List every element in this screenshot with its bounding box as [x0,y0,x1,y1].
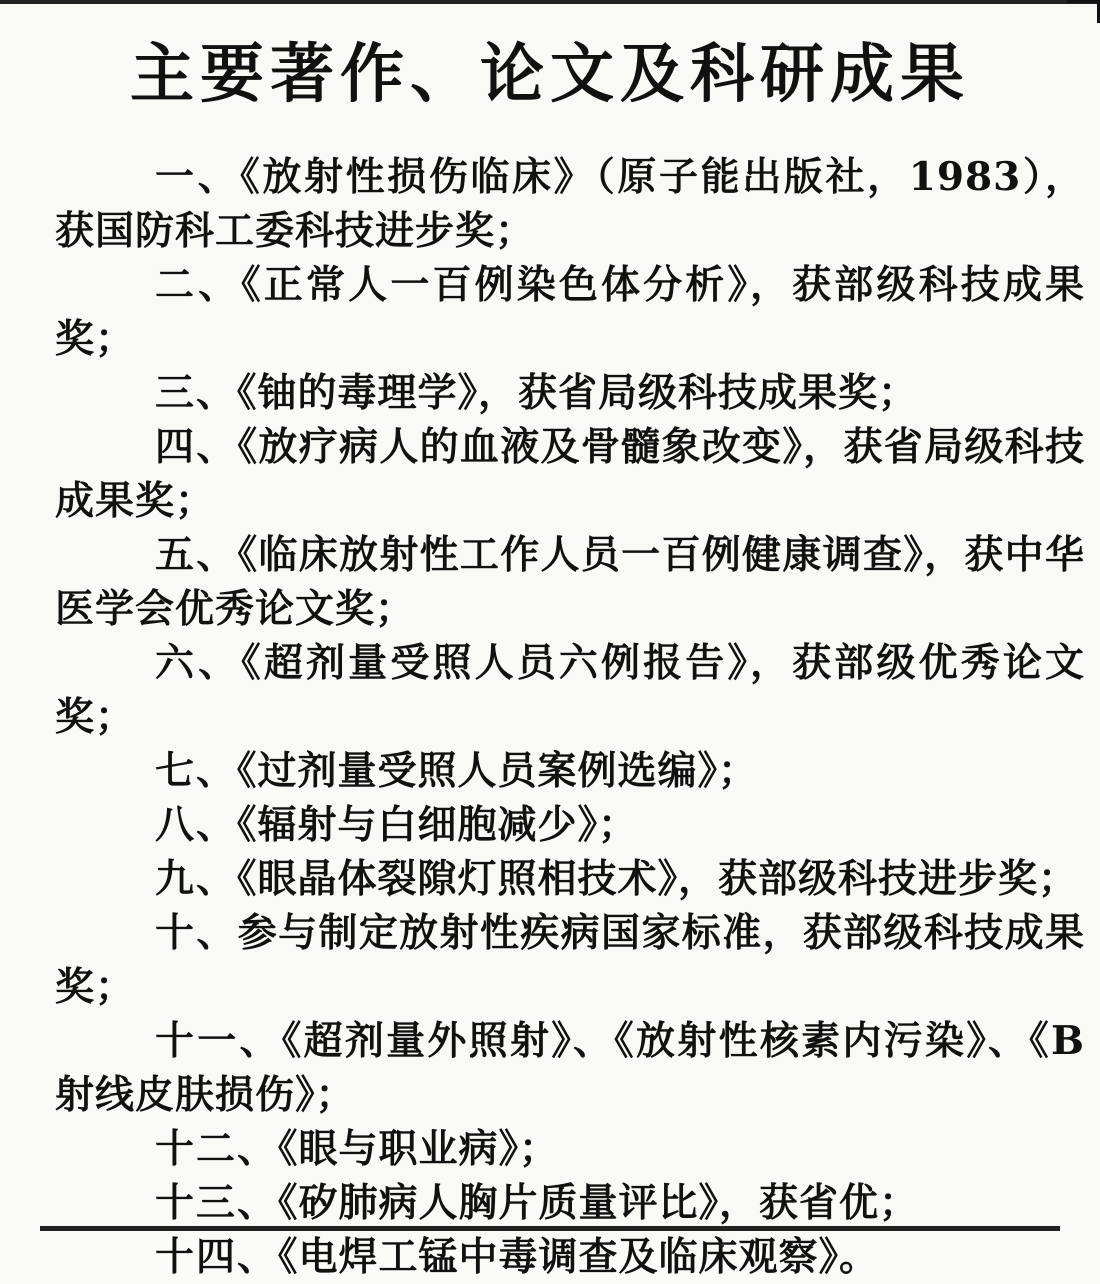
list-item [55,1230,1085,1284]
entry-label: 八、 [155,802,238,848]
entry-label: 四、 [155,424,238,470]
list-item [55,420,1085,528]
entry-text: 《过剂量受照人员案例选编》； [237,748,759,794]
list-item [55,798,1085,852]
entry-label: 二、 [155,262,242,308]
entry-text: 《眼晶体裂隙灯照相技术》，获部级科技进步奖； [237,856,1079,902]
entry-text: 《铀的毒理学》，获省局级科技成果奖； [237,370,919,416]
bottom-rule [40,1226,1060,1231]
entry-label: 十四、 [155,1234,279,1280]
corner-mark [1067,0,1100,23]
entry-label: 七、 [155,748,238,794]
list-item [55,636,1085,744]
list-item [55,1176,1085,1230]
entry-label: 六、 [155,640,242,686]
entry-text: 《临床放射性工作人员一百例健康调查》，获中华医学会优秀论文奖； [55,532,1085,632]
entry-label: 十、 [155,910,238,956]
page-title: 主要著作、论文及科研成果 [130,37,970,112]
entry-label: 九、 [155,856,238,902]
entry-text: 《正常人一百例染色体分析》，获部级科技成果奖； [55,262,1085,362]
entry-label: 十一、 [155,1018,282,1064]
list-item [55,258,1085,366]
top-rule [0,0,1100,4]
list-item [55,906,1085,1014]
entry-text: 《辐射与白细胞减少》； [237,802,639,848]
entry-text: 《放疗病人的血液及骨髓象改变》，获省局级科技成果奖； [55,424,1085,524]
list-item [55,528,1085,636]
list-item [55,150,1085,258]
entry-label: 一、 [155,154,241,200]
list-item [55,366,1085,420]
list-item [55,1122,1085,1176]
entry-label: 十二、 [155,1126,279,1172]
entry-label: 五、 [155,532,238,578]
entry-text: 参与制定放射性疾病国家标准，获部级科技成果奖； [55,910,1085,1010]
entry-text: 《矽肺病人胸片质量评比》，获省优； [278,1180,920,1226]
list-item [55,1014,1085,1122]
entry-list [55,150,1085,1284]
list-item [55,852,1085,906]
entry-label: 三、 [155,370,238,416]
entry-text: 《眼与职业病》； [278,1126,560,1172]
list-item [55,744,1085,798]
entry-text: 《电焊工锰中毒调查及临床观察》。 [278,1234,880,1280]
entry-text: 《超剂量外照射》、《放射性核素内污染》、《Β射线皮肤损伤》； [55,1018,1085,1118]
entry-text: 《放射性损伤临床》（原子能出版社，1983），获国防科工委科技进步奖； [55,154,1085,254]
entry-text: 《超剂量受照人员六例报告》，获部级优秀论文奖； [55,640,1085,740]
entry-label: 十三、 [155,1180,279,1226]
